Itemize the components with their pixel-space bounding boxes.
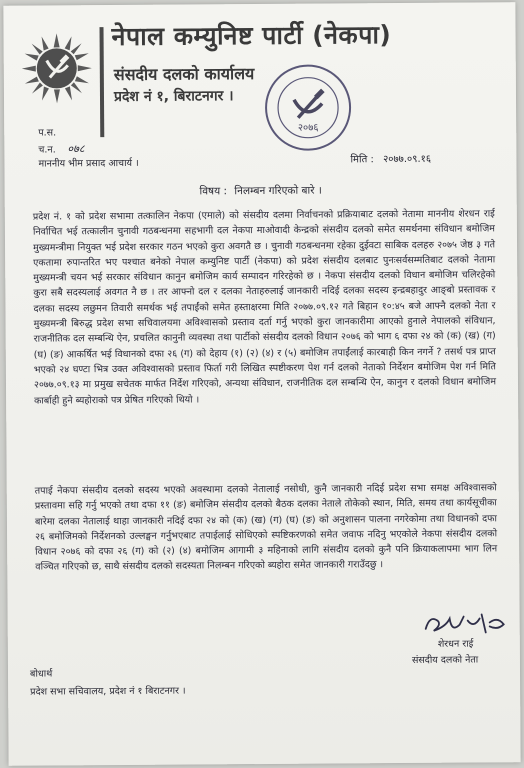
signer-name: शेरधन राई — [437, 638, 474, 650]
letter-sheet — [3, 2, 520, 766]
chalan-label: च.न. — [38, 144, 56, 156]
date-label: मिति : — [350, 154, 374, 166]
ref-label: प.स. — [38, 127, 57, 139]
seal-icon — [262, 61, 355, 154]
body-paragraph-2: तपाई नेकपा संसदीय दलको सदस्य भएको अवस्थामा दलको नेतालाई नसोधी, कुनै जानकारी नदिई प्रदेश सभा समक्ष अविश्वासको प्रस्तावमा सहि गर्नु भएको तथा दफा ११ (ङ) बमोजिम संसदीय दलको बैठक दलका नेताले तोकेको स्थान, मिति, समय तथा कार्यसूचीका बारेमा दलका नेतालाई थाहा जानकारी नदिई दफा २४ को (क) (ख) (ग) (घ) (ङ) को अनुशासन पालना नगरेकोमा तथा विधानको दफा २६ बमोजिमको निर्देशनको उल्लङ्घन गर्नुभएबाट तपाईलाई सोधिएको स्पष्टिकरणको समेत जवाफ नदिनु भएकोले नेकपा संसदीय दलको विधान २०७६ को दफा २६ (ग) को (२) (४) बमोजिम आगामी ३ महिनाको लागि संसदीय दलको कुनै पनि क्रियाकलापमा भाग लिन वञ्चित गरिएको छ, साथै संसदीय दलको सदस्यता निलम्बन गरिएको ब्यहोरा समेत जानकारी गराउँदछु । — [34, 482, 498, 574]
signer-title: संसदीय दलको नेता — [411, 654, 479, 666]
ref-number — [38, 125, 58, 138]
office-address: प्रदेश नं १, बिराटनगर । — [113, 88, 234, 106]
subject-line — [5, 182, 517, 200]
party-name: नेपाल कम्युनिष्ट पार्टी (नेकपा) — [111, 20, 392, 52]
office-name: संसदीय दलको कार्यालय — [113, 64, 255, 85]
chalan-number — [38, 141, 84, 156]
cc-label: बोधार्थ — [29, 668, 53, 680]
chalan-value: ०७८ — [67, 142, 85, 156]
party-logo-sun-icon — [22, 33, 92, 103]
recipient: माननीय भीम प्रसाद आचार्य । — [38, 157, 139, 170]
cc-recipient: प्रदेश सभा सचिवालय, प्रदेश नं १ बिराटनगर । — [30, 685, 186, 698]
letter-date — [350, 151, 431, 166]
date-value: २०७७.०९.१६ — [383, 153, 432, 166]
letterhead-divider — [100, 27, 105, 137]
subject-text: निलम्बन गरिएको बारे । — [234, 184, 322, 198]
office-seal-stamp — [262, 61, 355, 154]
seal-year: २०७६ — [297, 122, 319, 134]
subject-label: विषय : — [199, 185, 228, 198]
body-paragraph-1: प्रदेश नं. १ को प्रदेश सभामा तत्कालिन नेकपा (एमाले) को संसदीय दलमा निर्वाचनको प्रक्रियाबाट दलको नेतामा माननीय शेरधन राई निर्वाचित भई तत्कालीन चुनावी गठबन्धनमा सहभागी दल नेकपा माओवादी केन्द्रको संसदीय दलको समेत समर्थनमा संविधान बमोजिम मुख्यमन्त्रीमा नियुक्त भई प्रदेश सरकार गठन भएको कुरा अवगतै छ । चुनावी गठबन्धनमा रहेका दुईवटा साबिक दलहरु २०७५ जेष्ठ ३ गते एकतामा रुपान्तरित भए पश्चात बनेको नेपाल कम्युनिष्ट पार्टी (नेकपा) को प्रदेश संसदीय दलबाट पुनःसर्वसम्मतिबाट दलको नेतामा मुख्यमन्त्री चयन भई सरकार संविधान कानुन बमोजिम कार्य सम्पादन गरिरहेको छ । नेकपा संसदीय दलको विधान बमोजिम चलिरहेको कुरा सबै सदस्यलाई अवगत नै छ । तर आफ्नो दल र दलका नेताहरुलाई जानकारी नदिई दलका सदस्य इन्द्रबहादुर आङ्बो प्रस्तावक र दलका सदस्य लछुमन तिवारी समर्थक भई तपाईंको समेत हस्ताक्षरमा मिति २०७७.०९.१२ गते बिहान १०:४५ बजे आफ्नै दलको नेता र मुख्यमन्त्री बिरुद्ध प्रदेश सभा सचिवालयमा अविश्वासको प्रस्ताव दर्ता गर्नु भएको कुरा जानकारीमा आएको हुनाले नेपालको संविधान, राजनीतिक दल सम्बन्धि ऐन, प्रचलित कानुनी व्यवस्था तथा पार्टीको संसदीय दलको विधान २०७६ को भाग ६ दफा २४ को (क) (ख) (ग) (घ) (ङ) आकर्षित भई विधानको दफा २६ (ग) को देहाय (१) (२) (४) र (५) बमोजिम तपाईंलाई कारबाही किन नगर्ने ? तसर्थ पत्र प्राप्त भएको २४ घण्टा भित्र उक्त अविश्वासको प्रस्ताव फिर्ता गरी लिखित स्पष्टीकरण पेश गर्न दलको नेताको निर्देशन बमोजिम पेश गर्न मिति २०७७.०९.१३ मा प्रमुख सचेतक मार्फत निर्देश गरिएको, अन्यथा संविधान, राजनीतिक दल सम्बन्धि ऐन, कानुन र दलको विधान बमोजिम कार्बाही हुने ब्यहोराको पत्र प्रेषित गरिएको थियो । — [32, 208, 497, 407]
